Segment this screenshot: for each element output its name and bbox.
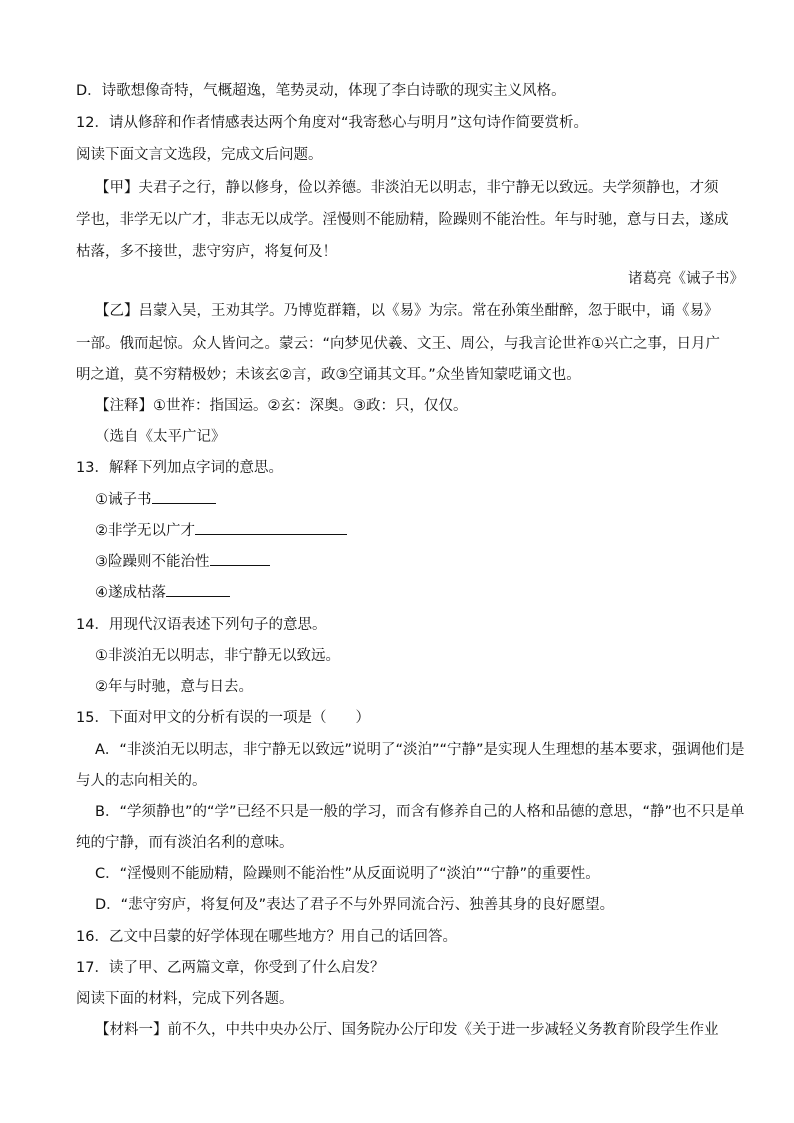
material-1-line-1: 【材料一】前不久，中共中央办公厅、国务院办公厅印发《关于进一步减轻义务教育阶段学生作业 (95, 1022, 719, 1038)
answer-blank[interactable] (195, 520, 347, 535)
option-d-previous: D．诗歌想像奇特，气概超逸，笔势灵动，体现了李白诗歌的现实主义风格。 (76, 83, 566, 99)
question-15-option-a-line-1: A．“非淡泊无以明志，非宁静无以致远”说明了“淡泊”“宁静”是实现人生理想的基本要求，强调他们是 (95, 742, 745, 758)
text-jia-line-1: 【甲】夫君子之行，静以修身，俭以养德。非淡泊无以明志，非宁静无以致远。夫学须静也，才须 (95, 180, 719, 196)
item-text: ③险躁则不能治性 (95, 554, 210, 570)
item-text: ①诫子书 (95, 492, 152, 508)
question-15: 15．下面对甲文的分析有误的一项是（ ） (76, 710, 370, 726)
question-14-item-1: ①非淡泊无以明志，非宁静无以致远。 (95, 648, 340, 664)
question-13-item-3 (95, 551, 270, 573)
question-16: 16．乙文中吕蒙的好学体现在哪些地方？用自己的话回答。 (76, 929, 457, 945)
question-14-item-2: ②年与时驰，意与日去。 (95, 679, 253, 695)
question-15-option-c: C．“淫慢则不能励精，险躁则不能治性”从反面说明了“淡泊”“宁静”的重要性。 (95, 866, 600, 882)
text-yi-line-2: 一部。俄而起惊。众人皆问之。蒙云：“向梦见伏羲、文王、周公，与我言论世祚①兴亡之事，日月广 (76, 336, 721, 352)
question-14: 14．用现代汉语表述下列句子的意思。 (76, 617, 327, 633)
text-yi-line-1: 【乙】吕蒙入吴，王劝其学。乃博览群籍，以《易》为宗。常在孙策坐酣醉，忽于眠中，诵《易》 (95, 303, 719, 319)
question-12: 12．请从修辞和作者情感表达两个角度对“我寄愁心与明月”这句诗作简要赏析。 (76, 115, 588, 131)
question-13-item-4 (95, 582, 230, 604)
answer-blank[interactable] (152, 489, 216, 504)
question-17: 17．读了甲、乙两篇文章，你受到了什么启发？ (76, 960, 385, 976)
item-text: ④遂成枯落 (95, 585, 166, 601)
question-13: 13．解释下列加点字词的意思。 (76, 460, 283, 476)
question-15-option-b-line-1: B．“学须静也”的“学”已经不只是一般的学习，而含有修养自己的人格和品德的意思，“静”也不只是单 (95, 804, 745, 820)
question-15-option-b-line-2: 纯的宁静，而有淡泊名利的意味。 (76, 835, 294, 851)
text-yi-line-3: 明之道，莫不穷精极妙；未该玄②言，政③空诵其文耳。”众坐皆知蒙呓诵文也。 (76, 367, 581, 383)
answer-blank[interactable] (166, 582, 230, 597)
text-yi-source: （选自《太平广记》 (95, 429, 226, 445)
question-13-item-2 (95, 520, 347, 542)
question-13-item-1 (95, 489, 216, 511)
text-jia-source: 诸葛亮《诫子书》 (628, 271, 744, 287)
item-text: ②非学无以广才 (95, 523, 195, 539)
question-15-option-d: D．“悲守穷庐，将复何及”表达了君子不与外界同流合污、独善其身的良好愿望。 (95, 897, 615, 913)
annotation-note: 【注释】①世祚：指国运。②玄：深奥。③政：只，仅仅。 (95, 398, 468, 414)
material-intro: 阅读下面的材料，完成下列各题。 (76, 991, 294, 1007)
answer-blank[interactable] (210, 551, 270, 566)
classical-intro: 阅读下面文言文选段，完成文后问题。 (76, 147, 323, 163)
question-15-option-a-line-2: 与人的志向相关的。 (76, 773, 207, 789)
text-jia-line-3: 枯落，多不接世，悲守穷庐，将复何及！ (76, 244, 337, 260)
text-jia-line-2: 学也，非学无以广才，非志无以成学。淫慢则不能励精，险躁则不能治性。年与时驰，意与日去，遂成 (76, 212, 729, 228)
